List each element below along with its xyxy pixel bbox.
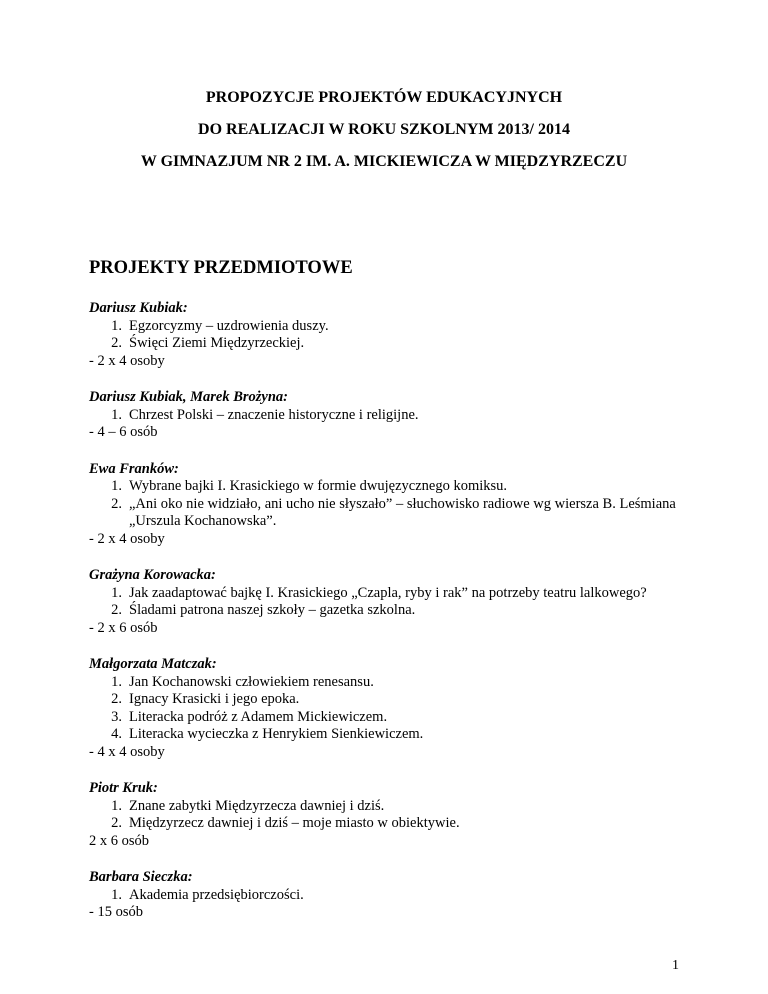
author-name: Piotr Kruk: — [89, 780, 158, 796]
project-group — [89, 656, 689, 761]
item-number: 2. — [111, 495, 122, 512]
project-items — [89, 407, 689, 425]
title-line-1: PROPOZYCJE PROJEKTÓW EDUKACYJNYCH — [205, 89, 563, 106]
participant-count: - 2 x 4 osoby — [89, 530, 165, 547]
list-item — [89, 815, 689, 833]
author-name: Grażyna Korowacka: — [89, 567, 216, 583]
participant-count: - 15 osób — [89, 904, 143, 920]
item-number: 1. — [111, 673, 122, 690]
project-list — [89, 300, 689, 941]
list-item — [89, 318, 689, 336]
item-text: Egzorcyzmy – uzdrowienia duszy. — [129, 317, 329, 334]
item-number: 1. — [111, 886, 122, 903]
item-number: 1. — [111, 584, 122, 601]
project-items — [89, 318, 689, 353]
list-item — [89, 691, 689, 709]
item-text: Literacka podróż z Adamem Mickiewiczem. — [129, 708, 388, 725]
project-items — [89, 585, 689, 620]
participant-count: - 4 – 6 osób — [89, 424, 158, 440]
project-group — [89, 780, 689, 850]
item-number: 1. — [111, 478, 122, 494]
list-item — [89, 674, 689, 692]
list-item — [89, 602, 689, 620]
item-text: „Ani oko nie widziało, ani ucho nie słyszało” – słuchowisko radiowe wg wiersza B. Leśmiana „Urszula Kochanowska”. — [129, 495, 676, 529]
document-title — [0, 82, 768, 178]
title-line-2: DO REALIZACJI W ROKU SZKOLNYM 2013/ 2014 — [198, 121, 570, 138]
project-items — [89, 478, 689, 531]
list-item — [89, 726, 689, 744]
item-number: 2. — [111, 335, 122, 351]
project-items — [89, 887, 689, 905]
item-number: 2. — [111, 691, 122, 707]
item-text: Akademia przedsiębiorczości. — [129, 886, 304, 903]
project-group — [89, 869, 689, 922]
list-item — [89, 585, 689, 603]
project-group — [89, 389, 689, 442]
item-text: Międzyrzecz dawniej i dziś – moje miasto w obiektywie. — [129, 815, 460, 831]
item-text: Chrzest Polski – znaczenie historyczne i religijne. — [129, 406, 419, 423]
list-item — [89, 496, 689, 531]
author-name: Ewa Franków: — [89, 460, 179, 477]
list-item — [89, 407, 689, 425]
participant-count: 2 x 6 osób — [89, 832, 150, 849]
project-group — [89, 461, 689, 549]
item-text: Znane zabytki Międzyrzecza dawniej i dziś. — [129, 797, 385, 814]
item-number: 4. — [111, 726, 122, 742]
list-item — [89, 798, 689, 816]
project-group — [89, 300, 689, 370]
section-heading: PROJEKTY PRZEDMIOTOWE — [89, 258, 353, 278]
title-line-3: W GIMNAZJUM NR 2 IM. A. MICKIEWICZA W MIĘDZYRZECZU — [140, 153, 628, 170]
list-item — [89, 709, 689, 727]
item-text: Literacka wycieczka z Henrykiem Sienkiewiczem. — [129, 726, 424, 742]
item-number: 1. — [111, 406, 122, 423]
participant-count: - 4 x 4 osoby — [89, 743, 165, 760]
item-text: Śladami patrona naszej szkoły – gazetka szkolna. — [129, 602, 416, 618]
item-number: 1. — [111, 317, 122, 334]
author-name: Małgorzata Matczak: — [89, 656, 217, 672]
page-number: 1 — [672, 958, 679, 973]
item-text: Jak zaadaptować bajkę I. Krasickiego „Czapla, ryby i rak” na potrzeby teatru lalkowego? — [129, 584, 647, 601]
item-number: 3. — [111, 708, 122, 725]
project-items — [89, 674, 689, 744]
item-text: Jan Kochanowski człowiekiem renesansu. — [129, 673, 374, 690]
item-number: 1. — [111, 797, 122, 814]
project-group — [89, 567, 689, 637]
participant-count: - 2 x 6 osób — [89, 619, 158, 636]
author-name: Barbara Sieczka: — [89, 869, 193, 885]
list-item — [89, 478, 689, 496]
author-name: Dariusz Kubiak, Marek Brożyna: — [89, 389, 289, 405]
list-item — [89, 887, 689, 905]
item-number: 2. — [111, 602, 122, 618]
item-text: Ignacy Krasicki i jego epoka. — [129, 691, 300, 707]
item-text: Wybrane bajki I. Krasickiego w formie dwujęzycznego komiksu. — [129, 478, 508, 494]
author-name: Dariusz Kubiak: — [89, 300, 188, 316]
participant-count: - 2 x 4 osoby — [89, 352, 165, 369]
item-number: 2. — [111, 815, 122, 831]
item-text: Święci Ziemi Międzyrzeckiej. — [129, 335, 305, 351]
project-items — [89, 798, 689, 833]
list-item — [89, 335, 689, 353]
